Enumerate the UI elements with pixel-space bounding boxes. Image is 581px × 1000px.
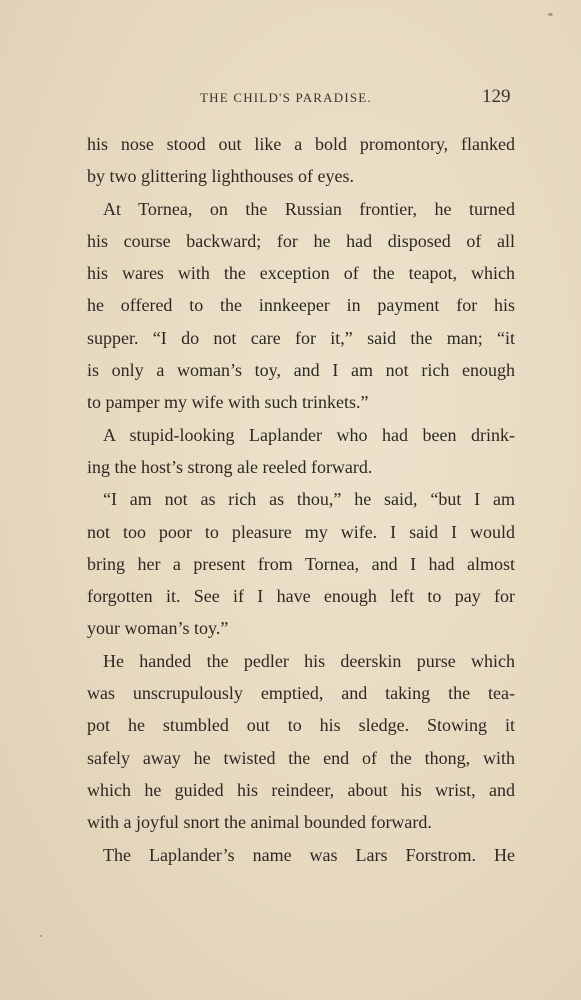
text-line: bring her a present from Tornea, and I had almost [87, 553, 515, 574]
text-line: which he guided his reindeer, about his wrist, and [87, 779, 515, 800]
running-head [0, 86, 581, 110]
text-line: his wares with the exception of the teapot, which [87, 263, 515, 284]
page-number: 129 [482, 86, 511, 107]
text-line: pot he stumbled out to his sledge. Stowing it [87, 715, 515, 736]
text-line: his course backward; for he had disposed of all [87, 230, 515, 251]
text-line: not too poor to pleasure my wife. I said I would [87, 521, 515, 542]
text-line: He handed the pedler his deerskin purse which [103, 650, 515, 671]
text-line: by two glittering lighthouses of eyes. [87, 166, 354, 187]
text-line: safely away he twisted the end of the thong, with [87, 747, 515, 768]
text-line: with a joyful snort the animal bounded forward. [87, 812, 432, 833]
text-line: is only a woman’s toy, and I am not rich enough [87, 360, 515, 381]
text-line: was unscrupulously emptied, and taking the tea- [87, 683, 515, 704]
text-line: to pamper my wife with such trinkets.” [87, 392, 369, 413]
paper-speck [548, 13, 553, 16]
text-line: he offered to the innkeeper in payment for his [87, 295, 515, 316]
body-text [87, 128, 515, 871]
text-line: forgotten it. See if I have enough left to pay for [87, 586, 515, 607]
paper-speck [40, 935, 42, 937]
text-line: At Tornea, on the Russian frontier, he turned [103, 198, 515, 219]
text-line: supper. “I do not care for it,” said the man; “it [87, 327, 515, 348]
text-line: your woman’s toy.” [87, 618, 229, 639]
text-line: A stupid-looking Laplander who had been drink- [103, 424, 515, 445]
text-line: “I am not as rich as thou,” he said, “but I am [103, 489, 515, 510]
text-line: ing the host’s strong ale reeled forward. [87, 456, 373, 477]
text-line: The Laplander’s name was Lars Forstrom. He [103, 844, 515, 865]
text-line: his nose stood out like a bold promontory, flanked [87, 134, 515, 154]
running-title: THE CHILD'S PARADISE. [200, 90, 372, 105]
